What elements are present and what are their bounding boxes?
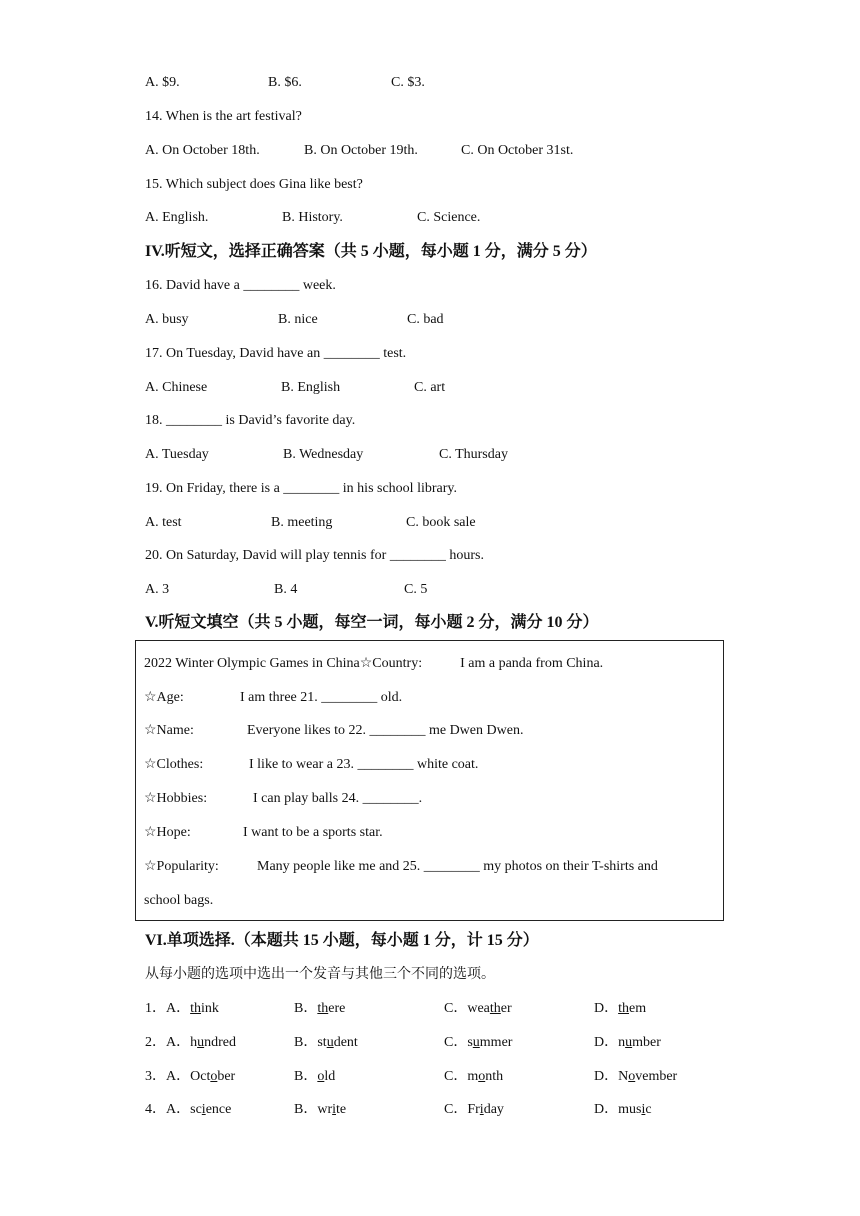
section-6-title: VI.单项选择.（本题共 15 小题，每小题 1 分，计 15 分）: [145, 932, 539, 949]
box-row-text: I can play balls 24. ________.: [253, 791, 423, 806]
phonics-q3-option-c: C．month: [444, 1069, 504, 1084]
q17-option-a: A. Chinese: [145, 380, 208, 395]
q18-option-b: B. Wednesday: [283, 447, 364, 462]
box-row-label: ☆Clothes:: [144, 757, 204, 772]
q18-option-c: C. Thursday: [439, 447, 508, 462]
phonics-q2-option-c: C．summer: [444, 1035, 513, 1050]
phonics-q1-option-d: D．them: [594, 1001, 647, 1016]
q15-option-b: B. History.: [282, 210, 343, 225]
box-row-text: I like to wear a 23. ________ white coat.: [249, 757, 479, 772]
q17-option-c: C. art: [414, 380, 446, 395]
q13-option-c: C. $3.: [391, 75, 425, 90]
q14-option-b: B. On October 19th.: [304, 143, 418, 158]
q16-option-b: B. nice: [278, 312, 318, 327]
q14-question: 14. When is the art festival?: [145, 109, 302, 124]
box-row-label: ☆Age:: [144, 690, 184, 705]
q19-option-c: C. book sale: [406, 515, 476, 530]
phonics-q4-option-b: B．write: [294, 1102, 347, 1117]
q15-option-c: C. Science.: [417, 210, 481, 225]
phonics-q3-option-a: 3．A．October: [145, 1069, 236, 1084]
phonics-q1-option-b: B．there: [294, 1001, 346, 1016]
q20-question: 20. On Saturday, David will play tennis for ________ hours.: [145, 548, 484, 563]
box-row-age: [144, 689, 402, 707]
box-row-text: I am three 21. ________ old.: [240, 690, 403, 705]
box-row-text: I am a panda from China.: [460, 656, 604, 671]
phonics-q1-option-a: 1．A．think: [145, 1001, 219, 1016]
q20-option-c: C. 5: [404, 582, 428, 597]
q17-question: 17. On Tuesday, David have an ________ test.: [145, 346, 407, 361]
phonics-q2-option-b: B．student: [294, 1035, 358, 1050]
fill-in-box: [135, 640, 724, 921]
q14-option-a: A. On October 18th.: [145, 143, 260, 158]
q19-option-b: B. meeting: [271, 515, 333, 530]
box-row-label: ☆Hope:: [144, 825, 191, 840]
q13-option-a: A. $9.: [145, 75, 180, 90]
section-6-instruction: 从每小题的选项中选出一个发音与其他三个不同的选项。: [145, 967, 495, 982]
q13-option-b: B. $6.: [268, 75, 302, 90]
phonics-q3-option-b: B．old: [294, 1069, 336, 1084]
q18-question: 18. ________ is David’s favorite day.: [145, 413, 356, 428]
box-row-label: 2022 Winter Olympic Games in China☆Country:: [144, 656, 423, 671]
q15-option-a: A. English.: [145, 210, 209, 225]
q16-question: 16. David have a ________ week.: [145, 278, 336, 293]
phonics-q4-option-d: D．music: [594, 1102, 652, 1117]
q17-option-b: B. English: [281, 380, 341, 395]
phonics-q1-option-c: C．weather: [444, 1001, 512, 1016]
q18-option-a: A. Tuesday: [145, 447, 209, 462]
box-row-name: [144, 722, 523, 740]
box-row-label: ☆Name:: [144, 723, 194, 738]
box-row-clothes: [144, 756, 478, 774]
q14-option-c: C. On October 31st.: [461, 143, 574, 158]
box-row-hobbies: [144, 790, 422, 808]
phonics-q4-option-a: 4．A．science: [145, 1102, 232, 1117]
q20-option-b: B. 4: [274, 582, 298, 597]
box-row-text: Many people like me and 25. ________ my photos on their T-shirts and: [257, 859, 658, 874]
q16-option-c: C. bad: [407, 312, 444, 327]
phonics-q2-option-d: D．number: [594, 1035, 661, 1050]
box-row-text: I want to be a sports star.: [243, 825, 383, 840]
section-4-title: IV.听短文，选择正确答案（共 5 小题，每小题 1 分，满分 5 分）: [145, 243, 597, 260]
box-row-popularity: [144, 858, 658, 876]
box-row-label: ☆Hobbies:: [144, 791, 208, 806]
q16-option-a: A. busy: [145, 312, 189, 327]
box-row-text: Everyone likes to 22. ________ me Dwen Dwen.: [247, 723, 524, 738]
box-row-country: [144, 655, 603, 673]
q15-question: 15. Which subject does Gina like best?: [145, 177, 363, 192]
section-5-title: V.听短文填空（共 5 小题，每空一词，每小题 2 分，满分 10 分）: [145, 614, 599, 631]
q20-option-a: A. 3: [145, 582, 170, 597]
phonics-q4-option-c: C．Friday: [444, 1102, 504, 1117]
box-row-label: ☆Popularity:: [144, 859, 219, 874]
q19-question: 19. On Friday, there is a ________ in his school library.: [145, 481, 457, 496]
q19-option-a: A. test: [145, 515, 182, 530]
phonics-q3-option-d: D．November: [594, 1069, 678, 1084]
phonics-q2-option-a: 2．A．hundred: [145, 1035, 237, 1050]
box-row-continuation: school bags.: [144, 893, 214, 908]
box-row-hope: [144, 824, 383, 842]
